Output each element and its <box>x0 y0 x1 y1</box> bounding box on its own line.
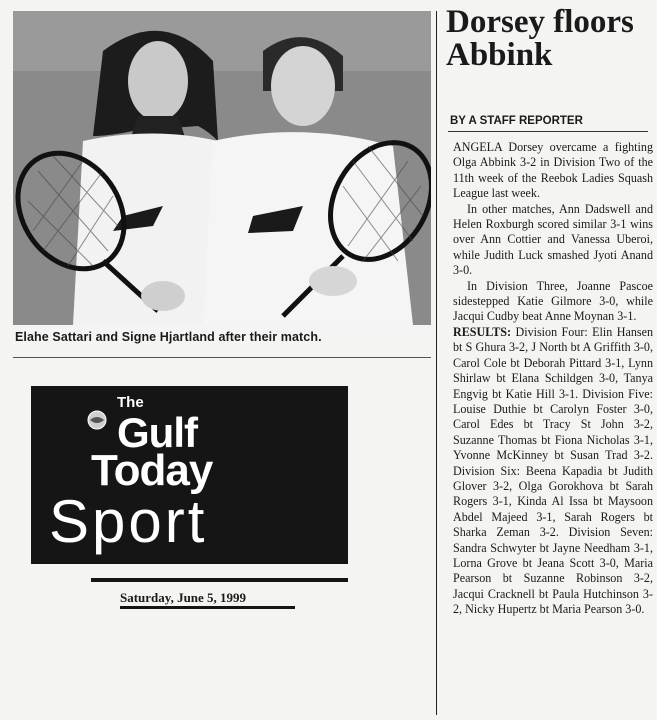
article-results <box>453 325 653 618</box>
divider <box>120 606 295 609</box>
masthead-gulf: Gulf <box>117 409 197 456</box>
masthead-today: Today <box>91 446 213 495</box>
results-label: RESULTS: <box>453 324 512 339</box>
article-paragraph: ANGELA Dorsey overcame a fighting Olga Abbink 3-2 in Division Two of the 11th week of the Reebok Ladies Squash League last week. <box>453 140 653 201</box>
article-paragraph: In Division Three, Joanne Pascoe sidestepped Katie Gilmore 3-0, while Jacqui Cudby beat Anne Moynan 3-1. <box>453 278 653 324</box>
news-photo <box>13 11 431 325</box>
divider <box>91 578 348 582</box>
article-body <box>453 140 653 618</box>
players-photo-illustration <box>13 11 431 325</box>
issue-date: Saturday, June 5, 1999 <box>120 590 247 605</box>
masthead-sport: Sport <box>49 488 208 555</box>
column-divider <box>436 11 437 715</box>
masthead-the: The <box>117 394 144 411</box>
gulf-today-sport-masthead <box>31 386 348 564</box>
divider <box>13 357 431 358</box>
article-byline: BY A STAFF REPORTER <box>450 115 583 127</box>
article-paragraph: In other matches, Ann Dadswell and Helen Roxburgh scored similar 3-1 wins over Ann Cottier and Vanessa Uberoi, while Judith Luck smashed Jyoti Anand 3-0. <box>453 201 653 278</box>
divider <box>448 131 648 132</box>
article-headline: Dorsey floors Abbink <box>446 4 634 73</box>
results-text: Division Four: Elin Hansen bt S Ghura 3-2, J North bt A Griffith 3-0, Carol Cole bt Deborah Pittard 3-1, Lynn Shirlaw bt Elana Schildgen 3-0, Tanya Engvig bt Katie Hill 3-1. Division Five: Louise Duthie bt Carolyn Foster 3-0, Carol Edes bt Tracy St John 3-2, Suzanne Thomas bt Fiona Nicholas 3-1, Yvonne McKinney bt Susan Trad 3-2. Division Six: Beena Kapadia bt Judith Glover 3-2, Olga Gorokhova bt Sarah Rogers 3-1, Kinda Al Issa bt Maysoon Abdel Majeed 3-1, Sarah Rogers bt Sharka Zeman 3-2. Division Seven: Sandra Schwyter bt Jayne Needham 3-1, Lorna Grove bt Jeana Scott 3-0, Maria Pearson bt Suzanne Robinson 3-2, Jacqui Cracknell bt Paula Hutchinson 3-2, Nicky Hupertz bt Maria Pearson 3-0. <box>453 324 653 617</box>
globe-logo-icon <box>87 410 107 430</box>
photo-caption: Elahe Sattari and Signe Hjartland after their match. <box>15 330 322 344</box>
